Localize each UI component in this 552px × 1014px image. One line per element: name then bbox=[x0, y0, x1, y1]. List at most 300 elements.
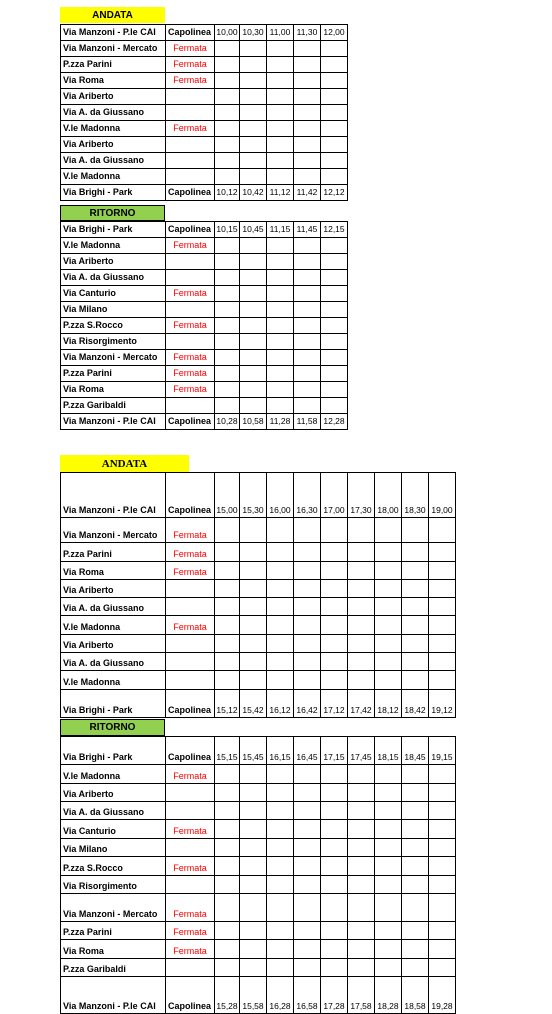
time-cell: 15,45 bbox=[240, 737, 267, 765]
time-cell bbox=[267, 580, 294, 598]
time-cell bbox=[215, 153, 240, 169]
time-cell bbox=[294, 518, 321, 543]
time-cell bbox=[215, 318, 240, 334]
table-row bbox=[61, 820, 456, 839]
time-cell: 15,58 bbox=[240, 977, 267, 1014]
table-row bbox=[61, 350, 348, 366]
time-cell bbox=[240, 653, 267, 671]
time-cell: 15,30 bbox=[240, 473, 267, 518]
time-cell: 19,15 bbox=[429, 737, 456, 765]
table-row bbox=[61, 185, 348, 201]
stop-name: Via Risorgimento bbox=[61, 876, 166, 894]
time-cell bbox=[240, 765, 267, 784]
time-cell bbox=[240, 89, 267, 105]
time-cell bbox=[429, 562, 456, 580]
time-cell: 18,15 bbox=[375, 737, 402, 765]
time-cell: 19,00 bbox=[429, 473, 456, 518]
time-cell bbox=[294, 382, 321, 398]
time-cell bbox=[215, 784, 240, 802]
time-cell bbox=[294, 270, 321, 286]
time-cell bbox=[321, 254, 348, 270]
stop-name: Via Ariberto bbox=[61, 784, 166, 802]
time-cell bbox=[375, 820, 402, 839]
time-cell bbox=[429, 598, 456, 616]
stop-type: Capolinea bbox=[166, 185, 215, 201]
table-row bbox=[61, 839, 456, 857]
time-cell bbox=[429, 616, 456, 635]
time-cell bbox=[240, 318, 267, 334]
time-cell bbox=[321, 784, 348, 802]
table-row bbox=[61, 254, 348, 270]
time-cell bbox=[240, 382, 267, 398]
time-cell bbox=[267, 765, 294, 784]
stop-name: Via Manzoni - P.le CAI bbox=[61, 414, 166, 430]
table-row bbox=[61, 25, 348, 41]
stop-type: Fermata bbox=[166, 121, 215, 137]
stop-name: Via Manzoni - P.le CAI bbox=[61, 473, 166, 518]
time-cell bbox=[240, 105, 267, 121]
time-cell: 16,15 bbox=[267, 737, 294, 765]
time-cell bbox=[429, 671, 456, 690]
time-cell bbox=[240, 254, 267, 270]
time-cell: 11,30 bbox=[294, 25, 321, 41]
time-cell bbox=[294, 318, 321, 334]
time-cell bbox=[215, 959, 240, 977]
time-cell: 17,28 bbox=[321, 977, 348, 1014]
time-cell bbox=[429, 876, 456, 894]
time-cell bbox=[321, 382, 348, 398]
time-cell bbox=[267, 302, 294, 318]
time-cell bbox=[375, 857, 402, 876]
time-cell bbox=[294, 562, 321, 580]
time-cell bbox=[294, 653, 321, 671]
time-cell bbox=[240, 671, 267, 690]
time-cell bbox=[240, 894, 267, 922]
time-cell bbox=[215, 398, 240, 414]
time-cell bbox=[240, 940, 267, 959]
table-row bbox=[61, 857, 456, 876]
time-cell bbox=[294, 254, 321, 270]
stop-name: Via Brighi - Park bbox=[61, 690, 166, 718]
time-cell bbox=[294, 334, 321, 350]
time-cell bbox=[215, 562, 240, 580]
time-cell bbox=[240, 41, 267, 57]
time-cell bbox=[240, 784, 267, 802]
time-cell: 18,30 bbox=[402, 473, 429, 518]
stop-type bbox=[166, 105, 215, 121]
time-cell: 18,00 bbox=[375, 473, 402, 518]
time-cell bbox=[402, 857, 429, 876]
time-cell bbox=[240, 270, 267, 286]
time-cell bbox=[267, 876, 294, 894]
time-cell bbox=[215, 121, 240, 137]
time-cell bbox=[215, 169, 240, 185]
time-cell bbox=[215, 671, 240, 690]
stop-type bbox=[166, 137, 215, 153]
time-cell bbox=[215, 765, 240, 784]
time-cell bbox=[321, 334, 348, 350]
stop-name: Via Risorgimento bbox=[61, 334, 166, 350]
time-cell bbox=[240, 580, 267, 598]
time-cell bbox=[294, 73, 321, 89]
stop-name: Via Ariberto bbox=[61, 635, 166, 653]
time-cell bbox=[294, 671, 321, 690]
time-cell bbox=[429, 940, 456, 959]
time-cell bbox=[215, 238, 240, 254]
time-cell bbox=[348, 562, 375, 580]
time-cell: 18,58 bbox=[402, 977, 429, 1014]
time-cell: 10,15 bbox=[215, 222, 240, 238]
time-cell bbox=[321, 89, 348, 105]
stop-name: Via Manzoni - Mercato bbox=[61, 41, 166, 57]
table-row bbox=[61, 765, 456, 784]
time-cell bbox=[215, 894, 240, 922]
stop-type: Fermata bbox=[166, 318, 215, 334]
table-row bbox=[61, 238, 348, 254]
ritorno-header-morning: RITORNO bbox=[60, 205, 165, 221]
timetable-morning-ritorno bbox=[60, 221, 348, 430]
time-cell bbox=[429, 765, 456, 784]
table-row bbox=[61, 222, 348, 238]
stop-name: P.zza S.Rocco bbox=[61, 857, 166, 876]
time-cell bbox=[267, 254, 294, 270]
time-cell bbox=[267, 857, 294, 876]
time-cell bbox=[375, 671, 402, 690]
time-cell bbox=[267, 802, 294, 820]
time-cell: 15,42 bbox=[240, 690, 267, 718]
time-cell bbox=[267, 89, 294, 105]
time-cell bbox=[348, 959, 375, 977]
time-cell bbox=[429, 543, 456, 562]
time-cell bbox=[240, 398, 267, 414]
time-cell bbox=[321, 543, 348, 562]
time-cell: 18,45 bbox=[402, 737, 429, 765]
stop-name: Via Milano bbox=[61, 302, 166, 318]
time-cell bbox=[294, 784, 321, 802]
time-cell bbox=[267, 653, 294, 671]
time-cell bbox=[375, 894, 402, 922]
time-cell bbox=[267, 398, 294, 414]
table-row bbox=[61, 270, 348, 286]
stop-type bbox=[166, 302, 215, 318]
time-cell bbox=[294, 41, 321, 57]
time-cell bbox=[348, 940, 375, 959]
stop-name: Via Roma bbox=[61, 562, 166, 580]
time-cell bbox=[240, 57, 267, 73]
time-cell bbox=[402, 543, 429, 562]
time-cell: 16,28 bbox=[267, 977, 294, 1014]
time-cell bbox=[267, 238, 294, 254]
time-cell bbox=[375, 839, 402, 857]
time-cell bbox=[267, 894, 294, 922]
time-cell bbox=[215, 598, 240, 616]
time-cell: 16,12 bbox=[267, 690, 294, 718]
stop-type bbox=[166, 398, 215, 414]
time-cell: 11,00 bbox=[267, 25, 294, 41]
table-row bbox=[61, 671, 456, 690]
time-cell bbox=[215, 137, 240, 153]
time-cell bbox=[402, 765, 429, 784]
time-cell bbox=[321, 350, 348, 366]
time-cell bbox=[402, 518, 429, 543]
time-cell bbox=[294, 857, 321, 876]
time-cell bbox=[215, 940, 240, 959]
stop-type: Fermata bbox=[166, 820, 215, 839]
stop-name: Via Ariberto bbox=[61, 137, 166, 153]
time-cell bbox=[294, 57, 321, 73]
time-cell bbox=[348, 857, 375, 876]
time-cell bbox=[321, 318, 348, 334]
time-cell bbox=[294, 398, 321, 414]
time-cell bbox=[267, 598, 294, 616]
stop-name: Via Roma bbox=[61, 382, 166, 398]
table-row bbox=[61, 105, 348, 121]
time-cell bbox=[294, 121, 321, 137]
stop-name: Via A. da Giussano bbox=[61, 653, 166, 671]
stop-type: Capolinea bbox=[166, 737, 215, 765]
table-row bbox=[61, 922, 456, 940]
time-cell bbox=[375, 616, 402, 635]
time-cell bbox=[348, 894, 375, 922]
time-cell: 17,30 bbox=[348, 473, 375, 518]
stop-type: Fermata bbox=[166, 940, 215, 959]
stop-type bbox=[166, 598, 215, 616]
time-cell bbox=[321, 398, 348, 414]
time-cell bbox=[429, 857, 456, 876]
time-cell bbox=[321, 137, 348, 153]
time-cell bbox=[215, 839, 240, 857]
time-cell bbox=[429, 839, 456, 857]
time-cell bbox=[215, 802, 240, 820]
stop-name: Via A. da Giussano bbox=[61, 802, 166, 820]
time-cell bbox=[215, 286, 240, 302]
time-cell bbox=[215, 350, 240, 366]
time-cell bbox=[375, 784, 402, 802]
time-cell bbox=[348, 922, 375, 940]
time-cell bbox=[294, 940, 321, 959]
time-cell bbox=[348, 671, 375, 690]
time-cell bbox=[215, 857, 240, 876]
time-cell bbox=[402, 922, 429, 940]
stop-name: Via Manzoni - P.le CAI bbox=[61, 977, 166, 1014]
time-cell bbox=[294, 366, 321, 382]
time-cell bbox=[375, 876, 402, 894]
stop-type: Capolinea bbox=[166, 473, 215, 518]
time-cell bbox=[267, 41, 294, 57]
time-cell bbox=[267, 334, 294, 350]
time-cell bbox=[321, 940, 348, 959]
stop-name: P.zza Garibaldi bbox=[61, 959, 166, 977]
time-cell bbox=[215, 820, 240, 839]
stop-type bbox=[166, 959, 215, 977]
time-cell: 16,58 bbox=[294, 977, 321, 1014]
stop-type: Fermata bbox=[166, 857, 215, 876]
stop-name: Via Canturio bbox=[61, 286, 166, 302]
time-cell bbox=[429, 518, 456, 543]
time-cell bbox=[267, 543, 294, 562]
stop-type bbox=[166, 270, 215, 286]
time-cell bbox=[240, 137, 267, 153]
stop-type bbox=[166, 169, 215, 185]
time-cell bbox=[375, 653, 402, 671]
time-cell bbox=[240, 857, 267, 876]
time-cell bbox=[321, 73, 348, 89]
table-row bbox=[61, 737, 456, 765]
stop-name: Via Manzoni - Mercato bbox=[61, 894, 166, 922]
stop-type bbox=[166, 839, 215, 857]
table-row bbox=[61, 169, 348, 185]
time-cell: 17,42 bbox=[348, 690, 375, 718]
time-cell bbox=[321, 105, 348, 121]
time-cell: 16,00 bbox=[267, 473, 294, 518]
time-cell bbox=[267, 153, 294, 169]
time-cell: 11,58 bbox=[294, 414, 321, 430]
time-cell bbox=[321, 238, 348, 254]
time-cell bbox=[321, 616, 348, 635]
stop-name: Via A. da Giussano bbox=[61, 153, 166, 169]
time-cell: 15,15 bbox=[215, 737, 240, 765]
time-cell bbox=[267, 922, 294, 940]
time-cell bbox=[267, 839, 294, 857]
time-cell bbox=[429, 784, 456, 802]
time-cell bbox=[321, 653, 348, 671]
time-cell bbox=[321, 671, 348, 690]
time-cell bbox=[321, 959, 348, 977]
time-cell bbox=[402, 876, 429, 894]
time-cell bbox=[402, 616, 429, 635]
time-cell: 10,30 bbox=[240, 25, 267, 41]
time-cell bbox=[267, 562, 294, 580]
time-cell bbox=[321, 270, 348, 286]
time-cell bbox=[215, 89, 240, 105]
stop-name: P.zza Parini bbox=[61, 543, 166, 562]
time-cell: 11,42 bbox=[294, 185, 321, 201]
stop-type: Capolinea bbox=[166, 977, 215, 1014]
table-row bbox=[61, 302, 348, 318]
time-cell bbox=[348, 616, 375, 635]
time-cell bbox=[294, 286, 321, 302]
time-cell bbox=[240, 562, 267, 580]
time-cell bbox=[215, 635, 240, 653]
time-cell bbox=[215, 334, 240, 350]
time-cell: 16,45 bbox=[294, 737, 321, 765]
time-cell bbox=[321, 839, 348, 857]
time-cell bbox=[267, 382, 294, 398]
table-row bbox=[61, 977, 456, 1014]
time-cell: 11,28 bbox=[267, 414, 294, 430]
time-cell bbox=[215, 382, 240, 398]
time-cell: 17,58 bbox=[348, 977, 375, 1014]
time-cell bbox=[240, 518, 267, 543]
table-row bbox=[61, 598, 456, 616]
table-row bbox=[61, 334, 348, 350]
time-cell: 12,12 bbox=[321, 185, 348, 201]
stop-type: Fermata bbox=[166, 73, 215, 89]
stop-name: P.zza S.Rocco bbox=[61, 318, 166, 334]
time-cell bbox=[321, 922, 348, 940]
stop-type bbox=[166, 580, 215, 598]
stop-name: Via Manzoni - P.le CAI bbox=[61, 25, 166, 41]
time-cell bbox=[267, 635, 294, 653]
stop-type: Fermata bbox=[166, 382, 215, 398]
time-cell bbox=[348, 543, 375, 562]
time-cell bbox=[215, 543, 240, 562]
table-row bbox=[61, 153, 348, 169]
time-cell bbox=[375, 543, 402, 562]
time-cell bbox=[429, 894, 456, 922]
stop-name: Via Ariberto bbox=[61, 580, 166, 598]
stop-name: V.le Madonna bbox=[61, 671, 166, 690]
time-cell bbox=[348, 839, 375, 857]
ritorno-header-afternoon: RITORNO bbox=[60, 719, 165, 736]
time-cell bbox=[294, 153, 321, 169]
time-cell bbox=[402, 671, 429, 690]
time-cell: 10,42 bbox=[240, 185, 267, 201]
stop-type: Fermata bbox=[166, 616, 215, 635]
time-cell bbox=[294, 802, 321, 820]
time-cell bbox=[294, 894, 321, 922]
stop-name: Via Brighi - Park bbox=[61, 185, 166, 201]
time-cell bbox=[240, 820, 267, 839]
stop-type: Fermata bbox=[166, 518, 215, 543]
time-cell bbox=[215, 922, 240, 940]
time-cell bbox=[321, 580, 348, 598]
table-row bbox=[61, 616, 456, 635]
stop-name: Via A. da Giussano bbox=[61, 270, 166, 286]
stop-type: Fermata bbox=[166, 350, 215, 366]
stop-name: P.zza Parini bbox=[61, 57, 166, 73]
time-cell bbox=[402, 635, 429, 653]
time-cell: 15,00 bbox=[215, 473, 240, 518]
time-cell bbox=[402, 562, 429, 580]
time-cell bbox=[321, 562, 348, 580]
time-cell bbox=[267, 270, 294, 286]
time-cell bbox=[215, 105, 240, 121]
time-cell bbox=[375, 598, 402, 616]
time-cell: 11,15 bbox=[267, 222, 294, 238]
time-cell bbox=[375, 518, 402, 543]
time-cell bbox=[267, 137, 294, 153]
time-cell bbox=[375, 765, 402, 784]
time-cell bbox=[321, 41, 348, 57]
time-cell: 16,42 bbox=[294, 690, 321, 718]
stop-name: Via Manzoni - Mercato bbox=[61, 350, 166, 366]
stop-type: Capolinea bbox=[166, 222, 215, 238]
stop-type: Capolinea bbox=[166, 25, 215, 41]
table-row bbox=[61, 802, 456, 820]
stop-type: Fermata bbox=[166, 366, 215, 382]
time-cell bbox=[267, 318, 294, 334]
stop-name: Via A. da Giussano bbox=[61, 105, 166, 121]
time-cell bbox=[215, 57, 240, 73]
stop-name: Via Roma bbox=[61, 73, 166, 89]
time-cell bbox=[240, 286, 267, 302]
time-cell: 10,45 bbox=[240, 222, 267, 238]
time-cell: 17,12 bbox=[321, 690, 348, 718]
stop-type bbox=[166, 635, 215, 653]
table-row bbox=[61, 57, 348, 73]
time-cell bbox=[429, 922, 456, 940]
time-cell bbox=[348, 876, 375, 894]
time-cell bbox=[240, 959, 267, 977]
time-cell bbox=[267, 350, 294, 366]
time-cell bbox=[402, 784, 429, 802]
time-cell bbox=[240, 543, 267, 562]
time-cell bbox=[240, 802, 267, 820]
time-cell bbox=[321, 153, 348, 169]
time-cell bbox=[321, 518, 348, 543]
time-cell bbox=[321, 57, 348, 73]
